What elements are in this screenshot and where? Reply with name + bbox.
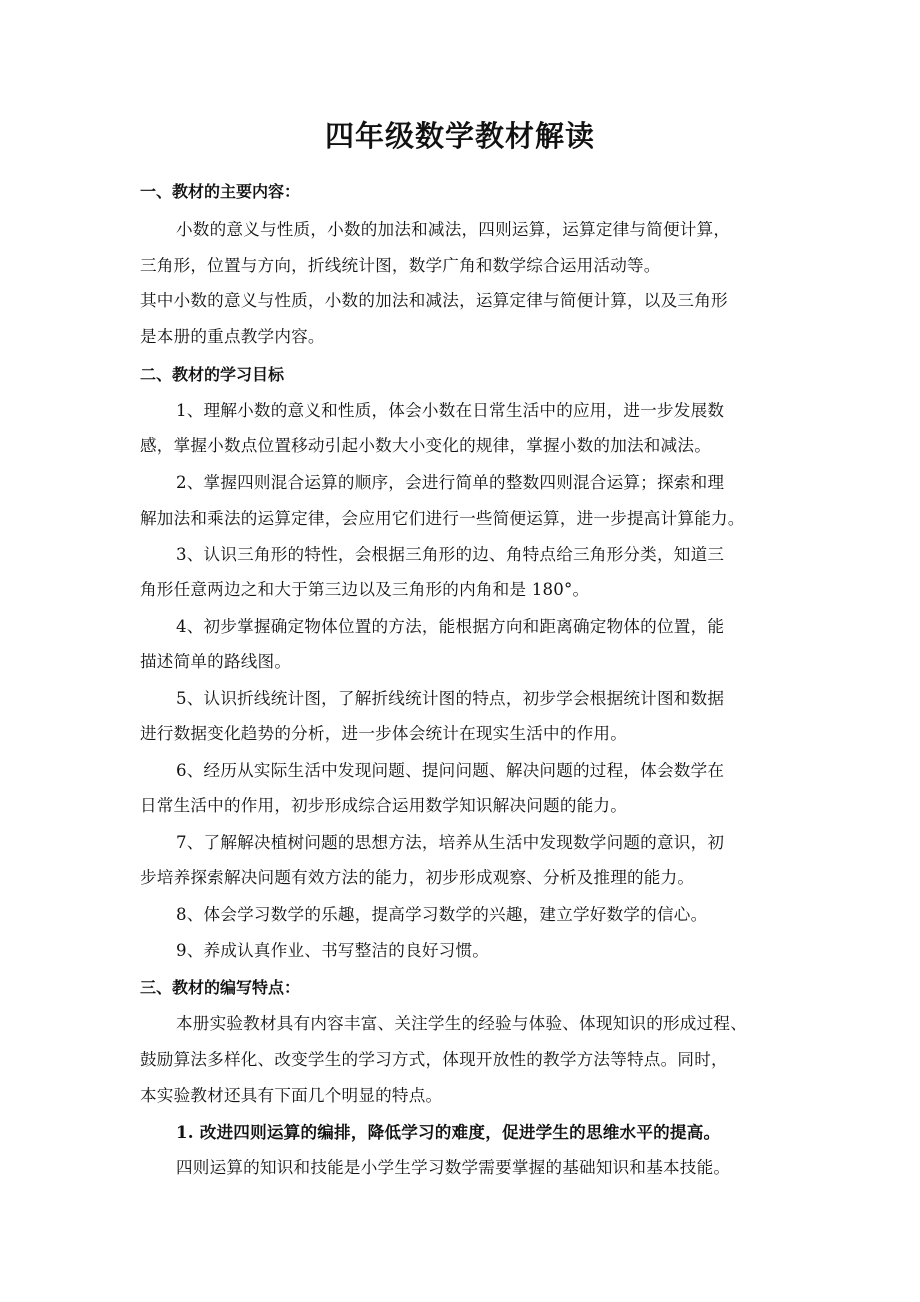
paragraph-line: 本册实验教材具有内容丰富、关注学生的经验与体验、体现知识的形成过程、 <box>176 1014 747 1033</box>
paragraph-line: 角形任意两边之和大于第三边以及三角形的内角和是 180°。 <box>140 580 590 599</box>
paragraph-line: 步培养探索解决问题有效方法的能力，初步形成观察、分析及推理的能力。 <box>140 868 695 887</box>
paragraph-line: 5、认识折线统计图，了解折线统计图的特点，初步学会根据统计图和数据 <box>176 689 725 708</box>
paragraph-line: 是本册的重点教学内容。 <box>140 327 325 346</box>
paragraph-line: 2、掌握四则混合运算的顺序，会进行简单的整数四则混合运算；探索和理 <box>176 473 725 492</box>
document-title: 四年级数学教材解读 <box>324 119 595 153</box>
paragraph-line: 1、理解小数的意义和性质，体会小数在日常生活中的应用，进一步发展数 <box>176 401 725 420</box>
paragraph-line: 其中小数的意义与性质，小数的加法和减法，运算定律与简便计算，以及三角形 <box>140 291 728 310</box>
section-heading-2: 二、教材的学习目标 <box>140 365 285 384</box>
paragraph-line: 小数的意义与性质，小数的加法和减法，四则运算，运算定律与简便计算， <box>176 220 731 239</box>
paragraph-line: 4、初步掌握确定物体位置的方法，能根据方向和距离确定物体的位置，能 <box>176 617 725 636</box>
paragraph-line: 鼓励算法多样化、改变学生的学习方式，体现开放性的教学方法等特点。同时， <box>140 1050 728 1069</box>
paragraph-line: 9、养成认真作业、书写整洁的良好习惯。 <box>176 941 490 960</box>
paragraph-line: 进行数据变化趋势的分析，进一步体会统计在现实生活中的作用。 <box>140 724 628 743</box>
section-heading-3: 三、教材的编写特点： <box>140 978 301 997</box>
paragraph-line: 解加法和乘法的运算定律，会应用它们进行一些简便运算，进一步提高计算能力。 <box>140 509 745 528</box>
paragraph-line: 三角形，位置与方向，折线统计图，数学广角和数学综合运用活动等。 <box>140 256 661 275</box>
section-heading-1: 一、教材的主要内容： <box>140 182 301 201</box>
subheading-line: 1. 改进四则运算的编排，降低学习的难度，促进学生的思维水平的提高。 <box>176 1122 721 1142</box>
paragraph-line: 感，掌握小数点位置移动引起小数大小变化的规律，掌握小数的加法和减法。 <box>140 436 711 455</box>
paragraph-line: 7、了解解决植树问题的思想方法，培养从生活中发现数学问题的意识，初 <box>176 833 725 852</box>
paragraph-line: 8、体会学习数学的乐趣，提高学习数学的兴趣，建立学好数学的信心。 <box>176 905 708 924</box>
paragraph-line: 日常生活中的作用，初步形成综合运用数学知识解决问题的能力。 <box>140 796 628 815</box>
paragraph-line: 3、认识三角形的特性，会根据三角形的边、角特点给三角形分类，知道三 <box>176 545 725 564</box>
paragraph-line: 四则运算的知识和技能是小学生学习数学需要掌握的基础知识和基本技能。 <box>176 1158 731 1177</box>
paragraph-line: 6、经历从实际生活中发现问题、提问问题、解决问题的过程，体会数学在 <box>176 761 725 780</box>
paragraph-line: 描述简单的路线图。 <box>140 652 292 671</box>
paragraph-line: 本实验教材还具有下面几个明显的特点。 <box>140 1086 443 1105</box>
